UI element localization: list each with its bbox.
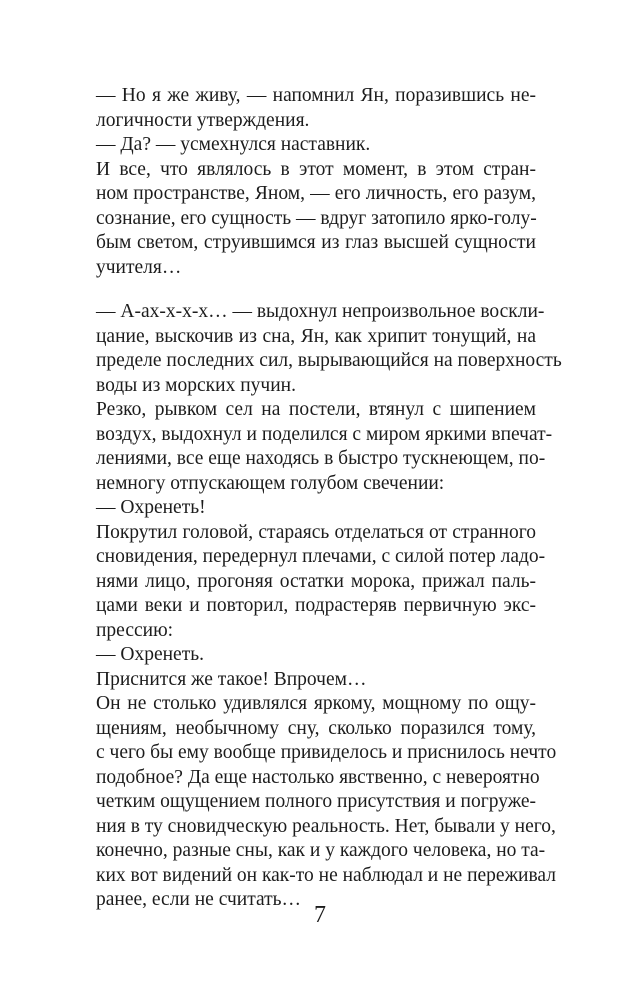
text-line: воды из морских пучин. [96, 374, 296, 396]
text-line: ном пространстве, Яном, — его личность, его разум, [96, 183, 536, 204]
text-line: щениям, необычному сну, сколько поразился тому, [96, 717, 536, 739]
text-line: логичности утверждения. [96, 109, 310, 131]
text-line: конечно, разные сны, как и у каждого человека, но та- [96, 840, 546, 861]
text-line: подобное? Да еще настолько явственно, с невероятно [96, 766, 540, 788]
text-line: — Охренеть! [96, 497, 206, 518]
text-line: цами веки и повторил, подрастеряв первичную экс- [96, 595, 536, 616]
text-line: учителя… [96, 256, 182, 278]
text-line: ния в ту сновидческую реальность. Нет, бывали у него, [96, 815, 556, 837]
text-line: прессию: [96, 619, 174, 641]
text-line: нями лицо, прогоняя остатки морока, прижал паль- [96, 570, 536, 592]
paragraph-gap [96, 280, 536, 300]
text-line: Покрутил головой, стараясь отделаться от странного [96, 521, 536, 543]
text-line: воздух, выдохнул и поделился с миром яркими впечат- [96, 423, 553, 445]
text-line: — Да? — усмехнулся наставник. [96, 134, 371, 155]
text-line: сновидения, передернул плечами, с силой потер ладо- [96, 546, 546, 567]
text-line: ранее, если не считать… [96, 889, 302, 910]
text-line: ких вот видений он как-то не наблюдал и не переживал [96, 864, 556, 886]
text-line: немногу отпускающем голубом свечении: [96, 472, 445, 494]
text-line: лениями, все еще находясь в быстро тускнеющем, по- [96, 448, 546, 469]
text-line: с чего бы ему вообще привиделось и приснилось нечто [96, 742, 557, 763]
text-line: — Охренеть. [96, 644, 204, 665]
text-line: И все, что являлось в этот момент, в этом стран- [96, 158, 536, 180]
text-line: Резко, рывком сел на постели, втянул с шипением [96, 399, 536, 420]
text-line: — Но я же живу, — напомнил Ян, поразившись не- [96, 85, 536, 106]
text-line: сознание, его сущность — вдруг затопило ярко-голу- [96, 207, 537, 229]
text-line: пределе последних сил, вырывающийся на поверхность [96, 350, 562, 371]
text-line: — А-ах-х-х-х… — выдохнул непроизвольное воскли- [96, 301, 545, 322]
text-line: Приснится же такое! Впрочем… [96, 668, 367, 690]
text-line: цание, выскочив из сна, Ян, как хрипит тонущий, на [96, 325, 536, 347]
text-line: Он не столько удивлялся яркому, мощному по ощу- [96, 693, 536, 714]
text-line: четким ощущением полного присутствия и погруже- [96, 791, 537, 812]
text-line: бым светом, струившимся из глаз высшей сущности [96, 232, 536, 253]
page-number: 7 [314, 902, 326, 928]
book-page-text [96, 84, 562, 913]
